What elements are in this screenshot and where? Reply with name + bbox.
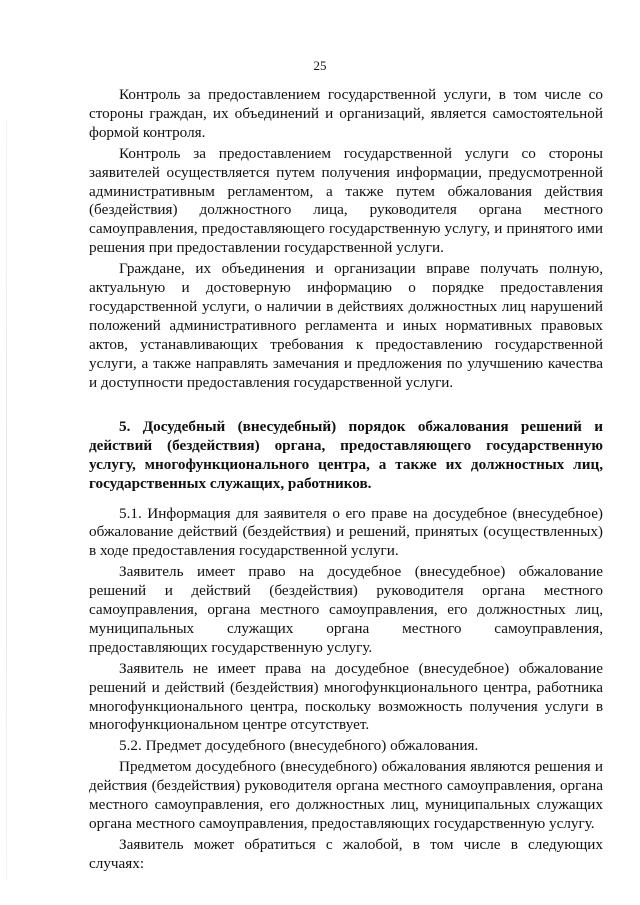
paragraph-5-2: 5.2. Предмет досудебного (внесудебного) обжалования. <box>119 737 479 755</box>
paragraph-control-by-applicants: Контроль за предоставлением государственной услуги со стороны заявителей осуществляется путем получения информации, предусмотренной административным регламентом, а также путем обжалования действия (бездействия) должностного лица, руководителя органа местного самоуправления, предоставляющего государственную услугу, и принятого ими решения при предоставлении государственной услуги. <box>89 144 603 257</box>
section-5-heading: 5. Досудебный (внесудебный) порядок обжалования решений и действий (бездействия) органа, предоставляющего государственную услугу, многофункционального центра, а также их должностных лиц, государственных служащих, работников. <box>89 417 603 492</box>
paragraph-subject-of-appeal: Предметом досудебного (внесудебного) обжалования являются решения и действия (бездействия) руководителя органа местного самоуправления, органа местного самоуправления, его должностных лиц, муниципальных служащих органа местного самоуправления, предоставляющих государственную услугу. <box>89 758 603 832</box>
paragraph-applicant-has-right: Заявитель имеет право на досудебное (внесудебное) обжалование решений и действий (бездействия) руководителя органа местного самоуправления, органа местного самоуправления, его должностных лиц, муниципальных служащих органа местного самоуправления, предоставляющих государственную услугу. <box>89 563 603 656</box>
document-body <box>89 86 603 876</box>
paragraph-applicant-has-no-right: Заявитель не имеет права на досудебное (внесудебное) обжалование решений и действий (бездействия) многофункционального центра, работника многофункционального центра, поскольку возможность получения услуги в многофункциональном центре отсутствует. <box>89 659 603 734</box>
paragraph-control-forms: Контроль за предоставлением государственной услуги, в том числе со стороны граждан, их объединений и организаций, является самостоятельной формой контроля. <box>89 86 603 141</box>
page-number: 25 <box>313 58 327 73</box>
paragraph-5-1: 5.1. Информация для заявителя о его праве на досудебное (внесудебное) обжалование действий (бездействия) и решений, принятых (осуществленных) в ходе предоставления государственной услуги. <box>89 504 603 560</box>
scan-edge-shadow <box>6 120 7 880</box>
paragraph-citizens-rights: Граждане, их объединения и организации вправе получать полную, актуальную и достоверную информацию о порядке предоставления государственной услуги, о наличии в действиях должностных лиц нарушений положений административного регламента и иных нормативных правовых актов, устанавливающих требования к предоставлению государственной услуги, а также направлять замечания и предложения по улучшению качества и доступности предоставления государственной услуги. <box>89 260 603 391</box>
paragraph-complaint-cases: Заявитель может обратиться с жалобой, в том числе в следующих случаях: <box>89 835 603 872</box>
